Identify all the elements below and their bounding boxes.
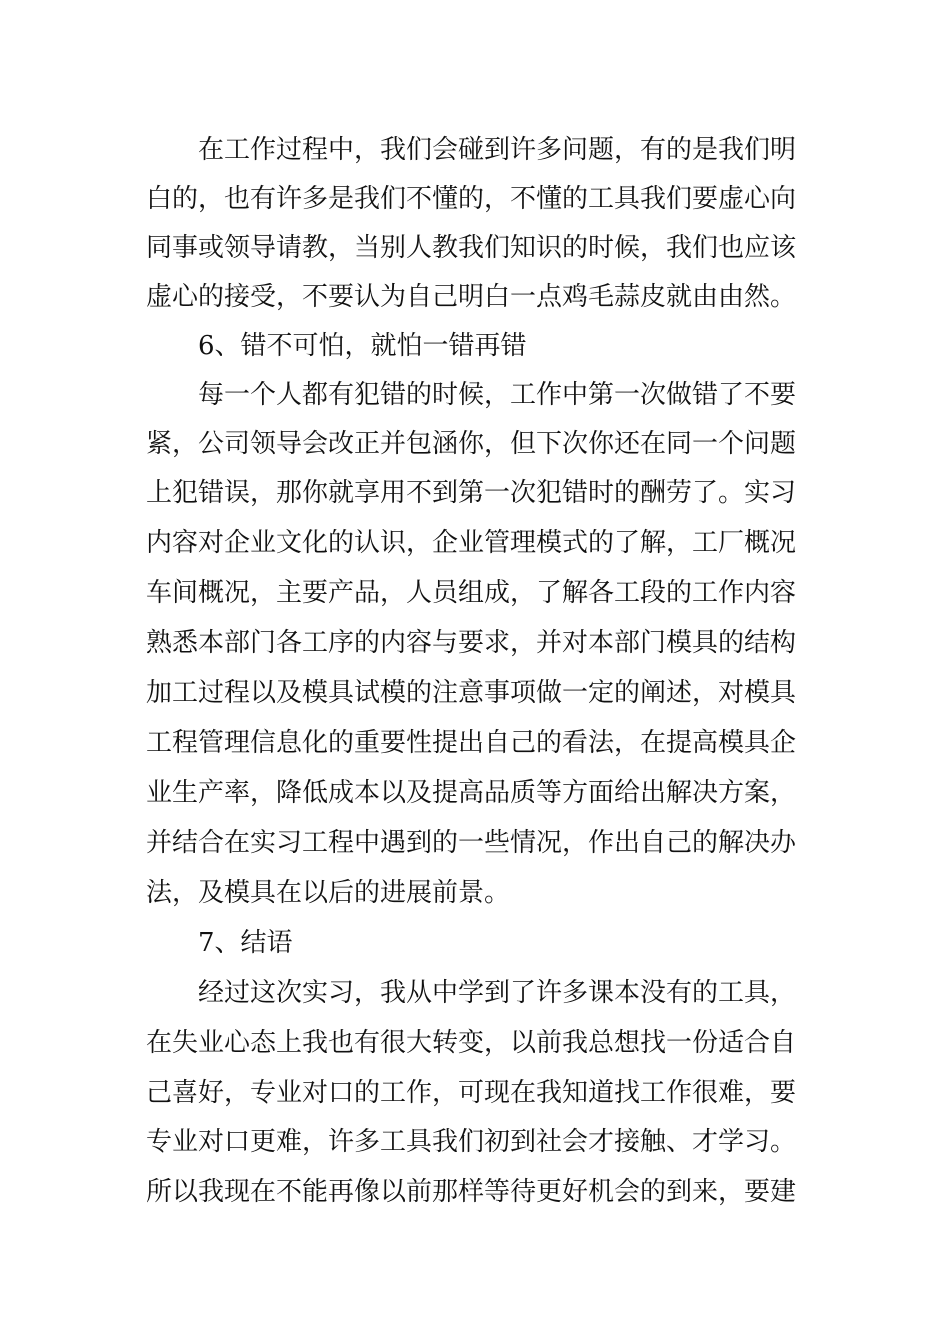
section-heading: 7、结语: [198, 928, 293, 958]
paragraph-line: 专业对口更难，许多工具我们初到社会才接触、才学习。: [146, 1127, 797, 1157]
paragraph-line: 熟悉本部门各工序的内容与要求，并对本部门模具的结构: [146, 628, 797, 658]
paragraph-line: 加工过程以及模具试模的注意事项做一定的阐述，对模具: [146, 678, 797, 708]
paragraph-line: 工程管理信息化的重要性提出自己的看法，在提高模具企: [146, 728, 797, 758]
paragraph-line: 所以我现在不能再像以前那样等待更好机会的到来，要建: [146, 1177, 797, 1207]
section-heading: 6、错不可怕，就怕一错再错: [198, 331, 527, 361]
paragraph-line: 己喜好，专业对口的工作，可现在我知道找工作很难，要: [146, 1078, 797, 1108]
paragraph-line: 内容对企业文化的认识，企业管理模式的了解，工厂概况: [146, 528, 797, 558]
paragraph-line: 紧，公司领导会改正并包涵你，但下次你还在同一个问题: [146, 429, 797, 459]
paragraph-line: 上犯错误，那你就享用不到第一次犯错时的酬劳了。实习: [146, 478, 797, 508]
paragraph-line: 并结合在实习工程中遇到的一些情况，作出自己的解决办: [146, 828, 797, 858]
paragraph-line: 每一个人都有犯错的时候，工作中第一次做错了不要: [198, 380, 797, 410]
paragraph-line: 虚心的接受，不要认为自己明白一点鸡毛蒜皮就由由然。: [146, 282, 797, 312]
paragraph-line: 车间概况，主要产品，人员组成，了解各工段的工作内容: [146, 578, 797, 608]
paragraph-line: 法，及模具在以后的进展前景。: [146, 878, 511, 908]
paragraph-line: 白的，也有许多是我们不懂的，不懂的工具我们要虚心向: [146, 184, 797, 214]
paragraph-line: 同事或领导请教，当别人教我们知识的时候，我们也应该: [146, 233, 797, 263]
paragraph-line: 在失业心态上我也有很大转变，以前我总想找一份适合自: [146, 1028, 797, 1058]
paragraph-line: 业生产率，降低成本以及提高品质等方面给出解决方案，: [146, 778, 797, 808]
paragraph-line: 在工作过程中，我们会碰到许多问题，有的是我们明: [198, 135, 797, 165]
paragraph-line: 经过这次实习，我从中学到了许多课本没有的工具，: [198, 978, 797, 1008]
